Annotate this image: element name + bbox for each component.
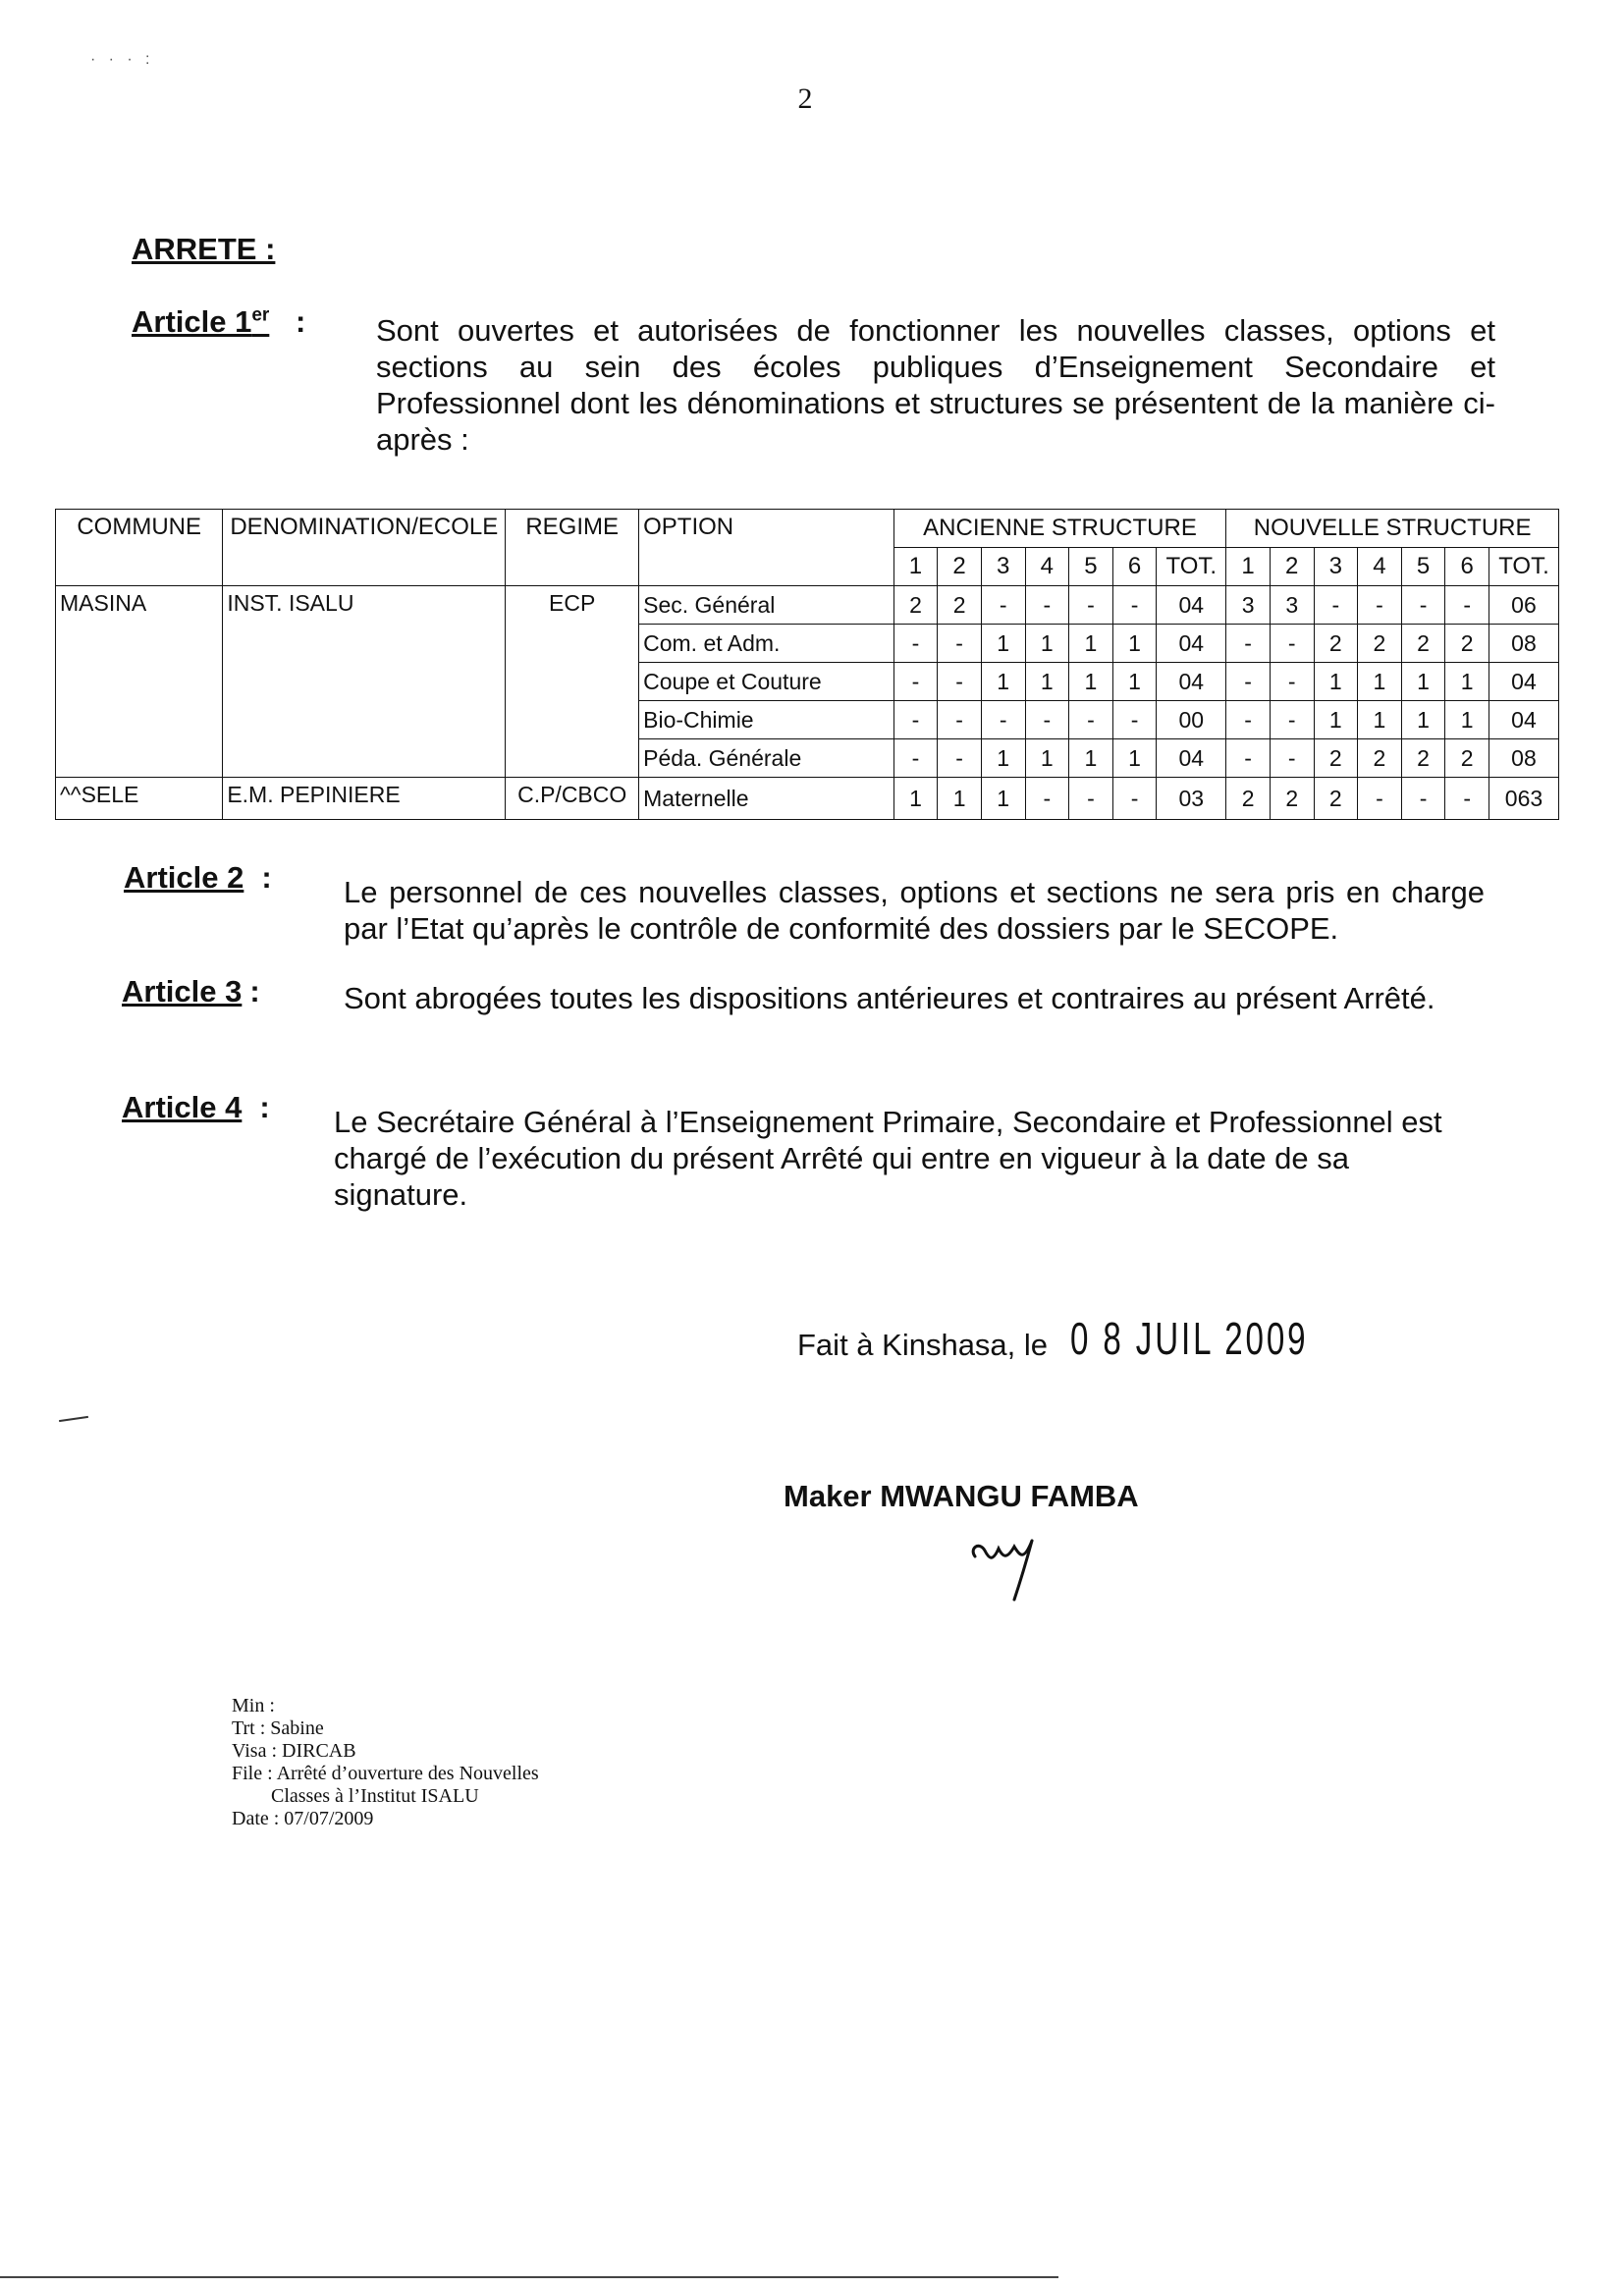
option-cell: Bio-Chimie [639, 701, 894, 739]
nouvelle-year-2-cell: 2 [1270, 778, 1314, 820]
header-sub-nouvelle-tot: TOT. [1489, 548, 1558, 586]
article-1-label: Article 1er : [132, 304, 306, 339]
handwritten-signature [967, 1527, 1056, 1606]
article-2-text: Le personnel de ces nouvelles classes, options et sections ne sera pris en charge par l’Etat qu’après le contrôle de conformité des dossiers par le SECOPE. [344, 875, 1485, 946]
ancienne-year-2-cell: 2 [938, 586, 982, 625]
article-1-text: Sont ouvertes et autorisées de fonctionner les nouvelles classes, options et sections au sein des écoles publiques d’Enseignement Secondaire et Professionnel dont les dénominations et structures se présentent de la manière ci-après : [376, 313, 1495, 457]
nouvelle-year-1-cell: 2 [1226, 778, 1271, 820]
ancienne-year-2-cell: - [938, 663, 982, 701]
nouvelle-year-6-cell: 1 [1445, 663, 1489, 701]
ancienne-total-cell: 00 [1157, 701, 1226, 739]
ancienne-year-4-cell: - [1025, 586, 1069, 625]
nouvelle-total-cell: 08 [1489, 739, 1558, 778]
article-4-text: Le Secrétaire Général à l’Enseignement Primaire, Secondaire et Professionnel est chargé de l’exécution du présent Arrêté qui entre en vigueur à la date de sa signature. [334, 1105, 1442, 1212]
nouvelle-total-cell: 06 [1489, 586, 1558, 625]
ancienne-year-6-cell: - [1112, 778, 1157, 820]
header-regime: REGIME [506, 510, 639, 586]
nouvelle-year-2-cell: - [1270, 663, 1314, 701]
nouvelle-year-5-cell: 1 [1401, 663, 1445, 701]
ancienne-year-5-cell: - [1069, 586, 1113, 625]
ancienne-year-3-cell: 1 [981, 625, 1025, 663]
date-stamp: 0 8 JUIL 2009 [1070, 1313, 1309, 1364]
ancienne-year-6-cell: 1 [1112, 625, 1157, 663]
ancienne-year-6-cell: 1 [1112, 739, 1157, 778]
ancienne-year-2-cell: - [938, 701, 982, 739]
meta-min: Min : [232, 1695, 275, 1716]
meta-date: Date : 07/07/2009 [232, 1808, 374, 1829]
article-4-label: Article 4 : [122, 1090, 270, 1124]
ancienne-year-6-cell: 1 [1112, 663, 1157, 701]
nouvelle-year-3-cell: 2 [1314, 739, 1358, 778]
footer-rule [0, 2276, 1058, 2278]
ancienne-year-4-cell: 1 [1025, 739, 1069, 778]
nouvelle-year-1-cell: - [1226, 625, 1271, 663]
ancienne-year-3-cell: 1 [981, 663, 1025, 701]
header-sub-nouvelle-6: 6 [1445, 548, 1489, 586]
ancienne-year-3-cell: - [981, 586, 1025, 625]
nouvelle-year-6-cell: 2 [1445, 625, 1489, 663]
signer-name: Maker MWANGU FAMBA [784, 1479, 1139, 1513]
ancienne-year-2-cell: - [938, 625, 982, 663]
header-sub-nouvelle-3: 3 [1314, 548, 1358, 586]
ancienne-total-cell: 04 [1157, 586, 1226, 625]
header-sub-nouvelle-5: 5 [1401, 548, 1445, 586]
document-metadata [232, 1695, 539, 1830]
meta-file-continued: Classes à l’Institut ISALU [271, 1785, 479, 1807]
nouvelle-year-3-cell: 1 [1314, 663, 1358, 701]
table-row [56, 778, 1559, 820]
nouvelle-year-5-cell: - [1401, 586, 1445, 625]
regime-cell: C.P/CBCO [506, 778, 639, 820]
nouvelle-total-cell: 08 [1489, 625, 1558, 663]
header-sub-nouvelle-2: 2 [1270, 548, 1314, 586]
nouvelle-year-4-cell: - [1358, 778, 1402, 820]
ancienne-year-4-cell: - [1025, 701, 1069, 739]
ancienne-total-cell: 04 [1157, 625, 1226, 663]
ancienne-year-5-cell: - [1069, 701, 1113, 739]
nouvelle-year-3-cell: 1 [1314, 701, 1358, 739]
ancienne-year-5-cell: 1 [1069, 663, 1113, 701]
meta-file: File : Arrêté d’ouverture des Nouvelles [232, 1763, 539, 1784]
nouvelle-year-4-cell: - [1358, 586, 1402, 625]
nouvelle-year-3-cell: 2 [1314, 625, 1358, 663]
header-option: OPTION [639, 510, 894, 586]
header-commune: COMMUNE [56, 510, 223, 586]
place-and-date-label: Fait à Kinshasa, le [797, 1328, 1049, 1362]
header-nouvelle-structure: NOUVELLE STRUCTURE [1226, 510, 1559, 548]
option-cell: Péda. Générale [639, 739, 894, 778]
header-sub-ancienne-5: 5 [1069, 548, 1113, 586]
header-ancienne-structure: ANCIENNE STRUCTURE [893, 510, 1226, 548]
meta-trt: Trt : Sabine [232, 1717, 324, 1739]
option-cell: Maternelle [639, 778, 894, 820]
table-header-row-1 [56, 510, 1559, 548]
nouvelle-year-6-cell: 2 [1445, 739, 1489, 778]
ancienne-year-1-cell: 2 [893, 586, 938, 625]
ancienne-year-5-cell: - [1069, 778, 1113, 820]
header-denomination: DENOMINATION/ECOLE [223, 510, 506, 586]
meta-visa: Visa : DIRCAB [232, 1740, 356, 1762]
article-3-label: Article 3 : [122, 974, 260, 1008]
header-sub-nouvelle-1: 1 [1226, 548, 1271, 586]
ancienne-year-2-cell: - [938, 739, 982, 778]
option-cell: Sec. Général [639, 586, 894, 625]
article-2-label: Article 2 : [124, 860, 272, 895]
nouvelle-year-4-cell: 2 [1358, 739, 1402, 778]
ancienne-year-2-cell: 1 [938, 778, 982, 820]
nouvelle-year-1-cell: - [1226, 739, 1271, 778]
nouvelle-year-5-cell: 1 [1401, 701, 1445, 739]
ancienne-year-4-cell: 1 [1025, 663, 1069, 701]
regime-cell: ECP [506, 586, 639, 778]
commune-cell: ^^SELE [56, 778, 223, 820]
option-cell: Com. et Adm. [639, 625, 894, 663]
header-sub-ancienne-3: 3 [981, 548, 1025, 586]
scan-speck-top-left: · · · : [90, 51, 150, 68]
option-cell: Coupe et Couture [639, 663, 894, 701]
nouvelle-year-5-cell: 2 [1401, 625, 1445, 663]
nouvelle-year-5-cell: - [1401, 778, 1445, 820]
ancienne-total-cell: 04 [1157, 739, 1226, 778]
ancienne-year-3-cell: 1 [981, 778, 1025, 820]
ancienne-year-6-cell: - [1112, 701, 1157, 739]
article-3-text: Sont abrogées toutes les dispositions antérieures et contraires au présent Arrêté. [344, 981, 1435, 1015]
ancienne-year-4-cell: - [1025, 778, 1069, 820]
ancienne-year-1-cell: - [893, 739, 938, 778]
table-row [56, 586, 1559, 625]
ancienne-year-1-cell: 1 [893, 778, 938, 820]
ancienne-year-5-cell: 1 [1069, 739, 1113, 778]
ancienne-year-6-cell: - [1112, 586, 1157, 625]
header-sub-ancienne-tot: TOT. [1157, 548, 1226, 586]
nouvelle-year-1-cell: - [1226, 701, 1271, 739]
nouvelle-year-2-cell: - [1270, 739, 1314, 778]
nouvelle-total-cell: 04 [1489, 663, 1558, 701]
ancienne-year-3-cell: - [981, 701, 1025, 739]
denomination-cell: E.M. PEPINIERE [223, 778, 506, 820]
scan-mark-left [59, 1416, 88, 1422]
page-number: 2 [797, 82, 813, 115]
ancienne-year-1-cell: - [893, 701, 938, 739]
nouvelle-year-3-cell: - [1314, 586, 1358, 625]
nouvelle-year-4-cell: 2 [1358, 625, 1402, 663]
ancienne-year-5-cell: 1 [1069, 625, 1113, 663]
denomination-cell: INST. ISALU [223, 586, 506, 778]
nouvelle-year-2-cell: - [1270, 701, 1314, 739]
nouvelle-year-2-cell: - [1270, 625, 1314, 663]
header-sub-ancienne-2: 2 [938, 548, 982, 586]
nouvelle-year-6-cell: - [1445, 586, 1489, 625]
nouvelle-total-cell: 063 [1489, 778, 1558, 820]
arrete-heading: ARRETE : [132, 232, 276, 266]
nouvelle-year-3-cell: 2 [1314, 778, 1358, 820]
ancienne-year-1-cell: - [893, 625, 938, 663]
nouvelle-total-cell: 04 [1489, 701, 1558, 739]
ancienne-total-cell: 04 [1157, 663, 1226, 701]
nouvelle-year-5-cell: 2 [1401, 739, 1445, 778]
nouvelle-year-6-cell: - [1445, 778, 1489, 820]
header-sub-ancienne-4: 4 [1025, 548, 1069, 586]
nouvelle-year-2-cell: 3 [1270, 586, 1314, 625]
ancienne-year-3-cell: 1 [981, 739, 1025, 778]
nouvelle-year-1-cell: 3 [1226, 586, 1271, 625]
ancienne-year-1-cell: - [893, 663, 938, 701]
nouvelle-year-6-cell: 1 [1445, 701, 1489, 739]
nouvelle-year-4-cell: 1 [1358, 663, 1402, 701]
header-sub-nouvelle-4: 4 [1358, 548, 1402, 586]
header-sub-ancienne-1: 1 [893, 548, 938, 586]
nouvelle-year-1-cell: - [1226, 663, 1271, 701]
nouvelle-year-4-cell: 1 [1358, 701, 1402, 739]
ancienne-year-4-cell: 1 [1025, 625, 1069, 663]
header-sub-ancienne-6: 6 [1112, 548, 1157, 586]
structure-table [55, 509, 1559, 820]
commune-cell: MASINA [56, 586, 223, 778]
ancienne-total-cell: 03 [1157, 778, 1226, 820]
